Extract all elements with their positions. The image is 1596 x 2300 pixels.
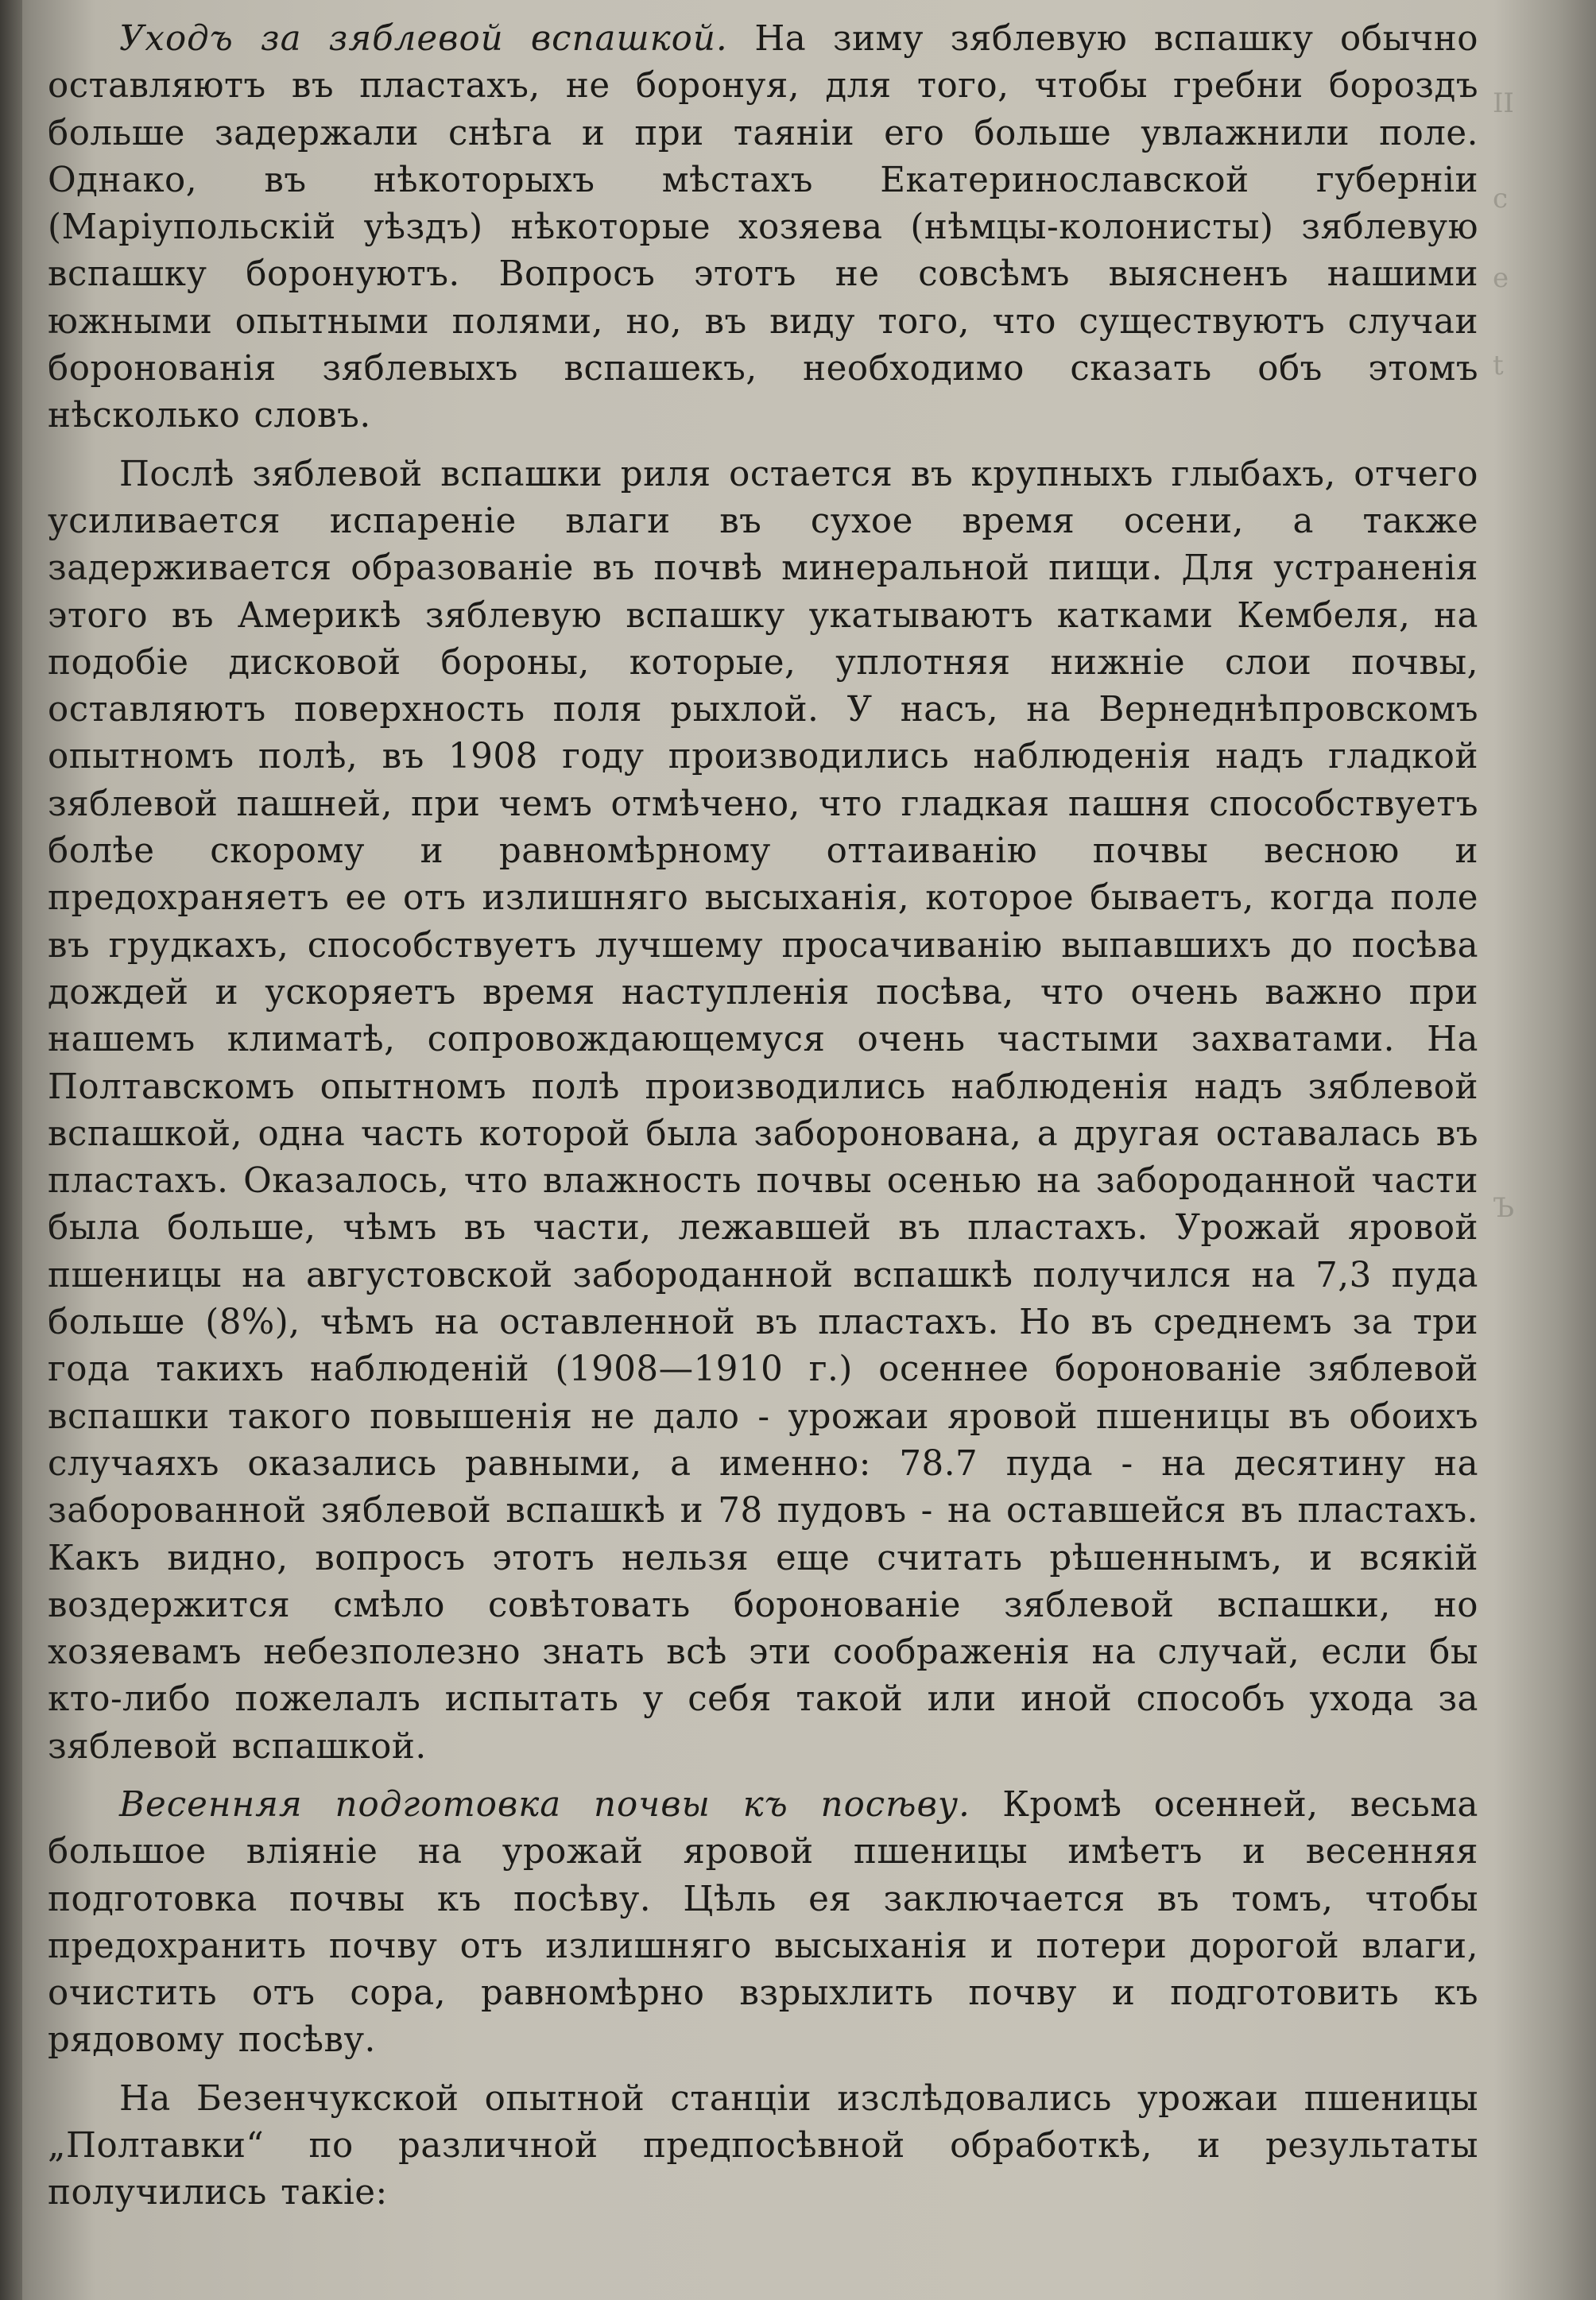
spacer bbox=[48, 1771, 1478, 1782]
paragraph-text: На Безенчукской опытной станціи изслѣдовались урожаи пшеницы „Полтавки“ по различной предпосѣвной обработкѣ, и результаты получились такіе: bbox=[48, 2078, 1478, 2213]
bleed-through-mark: II bbox=[1493, 87, 1514, 119]
paragraph-observations bbox=[48, 451, 1478, 1771]
paragraph-text: Послѣ зяблевой вспашки риля остается въ крупныхъ глыбахъ, отчего усиливается испареніе влаги въ сухое время осени, а также задерживается образованіе въ почвѣ минеральной пищи. Для устраненія этого въ Америкѣ зяблевую вспашку укатываютъ катками Кембеля, на подобіе дисковой бороны, которые, уплотняя нижніе слои почвы, оставляютъ поверхность поля рыхлой. У насъ, на Вернеднѣпровскомъ опытномъ полѣ, въ 1908 году производились наблюденія надъ гладкой зяблевой пашней, при чемъ отмѣчено, что гладкая пашня способствуетъ болѣе скорому и равномѣрному оттаиванію почвы весною и предохраняетъ ее отъ излишняго высыханія, которое бываетъ, когда поле въ грудкахъ, способствуетъ лучшему просачиванію выпавшихъ до посѣва дождей и ускоряетъ время наступленія посѣва, что очень важно при нашемъ климатѣ, сопровождающемуся очень частыми захватами. На Полтавскомъ опытномъ полѣ производились наблюденія надъ зяблевой вспашкой, одна часть которой была заборонована, а другая оставалась въ пластахъ. Оказалось, что влажность почвы осенью на забороданной части была больше, чѣмъ въ части, лежавшей въ пластахъ. Урожай яровой пшеницы на августовской забороданной вспашкѣ получился на 7,3 пуда больше (8%), чѣмъ на оставленной въ пластахъ. Но въ среднемъ за три года такихъ наблюденій (1908—1910 г.) осеннее боронованіе зяблевой вспашки такого повышенія не дало - урожаи яровой пшеницы въ обоихъ случаяхъ оказались равными, а именно: 78.7 пуда - на десятину на заборованной зяблевой вспашкѣ и 78 пудовъ - на оставшейся въ пластахъ. Какъ видно, вопросъ этотъ нельзя еще считать рѣшеннымъ, и всякій воздержится смѣло совѣтовать боронованіе зяблевой вспашки, но хозяевамъ небезполезно знать всѣ эти соображенія на случай, если бы кто-либо пожелалъ испытать у себя такой или иной способъ ухода за зяблевой вспашкой. bbox=[48, 454, 1478, 1767]
page-gutter-shadow bbox=[0, 0, 22, 2300]
section-heading-autumn-care: Уходъ за зяблевой вспашкой. bbox=[119, 19, 728, 59]
bleed-through-mark: t bbox=[1493, 350, 1504, 381]
spacer bbox=[48, 2065, 1478, 2076]
book-page bbox=[48, 16, 1478, 2289]
paragraph-text: Кромѣ осенней, весьма большое вліяніе на урожай яровой пшеницы имѣетъ и весенняя подготовка почвы къ посѣву. Цѣль ея заключается въ томъ, чтобы предохранить почву отъ излишняго высыханія и потери дорогой влаги, очистить отъ сора, равномѣрно взрыхлить почву и подготовить къ рядовому посѣву. bbox=[48, 1784, 1478, 2061]
paragraph-bezenchuk-station bbox=[48, 2076, 1478, 2217]
bleed-through-mark: e bbox=[1493, 262, 1509, 294]
paragraph-text: На зиму зяблевую вспашку обычно оставляютъ въ пластахъ, не боронуя, для того, чтобы гребни бороздъ больше задержали снѣга и при таяніи его больше увлажнили поле. Однако, въ нѣкоторыхъ мѣстахъ Екатеринославской губерніи (Маріупольскій уѣздъ) нѣкоторые хозяева (нѣмцы-колонисты) зяблевую вспашку боронуютъ. Вопросъ этотъ не совсѣмъ выясненъ нашими южными опытными полями, но, въ виду того, что существуютъ случаи боронованія зяблевыхъ вспашекъ, необходимо сказать объ этомъ нѣсколько словъ. bbox=[48, 19, 1479, 436]
bleed-through-mark: Ъ bbox=[1493, 1192, 1515, 1224]
section-heading-spring-preparation: Весенняя подготовка почвы къ посѣву. bbox=[119, 1784, 970, 1825]
paragraph-autumn-care bbox=[48, 16, 1478, 440]
bleed-through-mark: c bbox=[1493, 183, 1509, 215]
spacer bbox=[48, 440, 1478, 451]
paragraph-spring-preparation bbox=[48, 1782, 1478, 2065]
